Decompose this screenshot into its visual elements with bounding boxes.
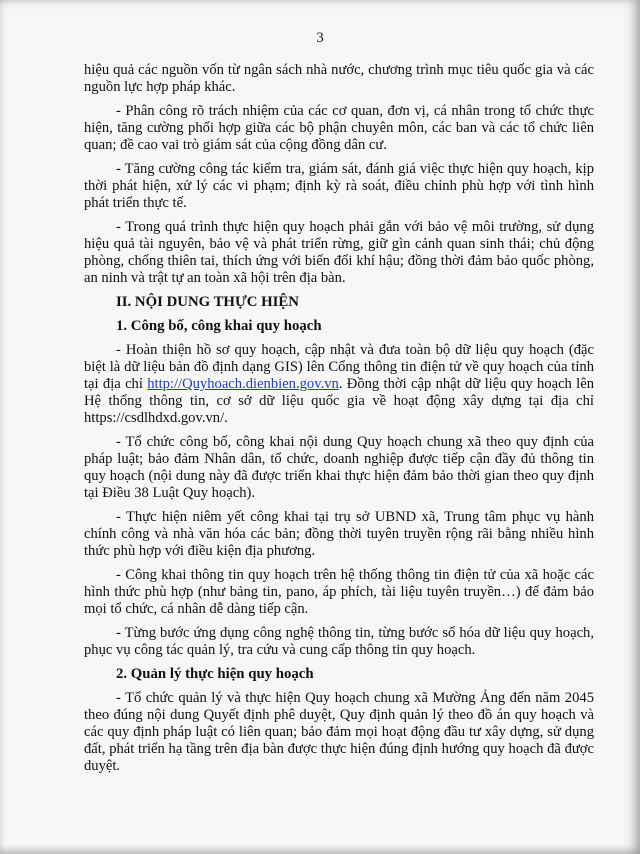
section-heading: II. NỘI DUNG THỰC HIỆN — [116, 294, 299, 310]
paragraph-text-before-link: - Hoàn thiện hồ sơ quy hoạch, cập nhật và đưa toàn bộ dữ liệu quy hoạch (đặc biệt là dữ liệu bản đồ định dạng GIS) lên Cổng thông tin điện tử về quy hoạch của tỉnh tại địa chỉ — [84, 342, 594, 392]
paragraph: - Tăng cường công tác kiểm tra, giám sát, đánh giá việc thực hiện quy hoạch, kịp thời phát hiện, xử lý các vi phạm; định kỳ rà soát, điều chỉnh phù hợp với tình hình phát triển thực tế. — [84, 161, 594, 211]
subsection-heading: 1. Công bố, công khai quy hoạch — [116, 318, 322, 334]
paragraph: - Thực hiện niêm yết công khai tại trụ sở UBND xã, Trung tâm phục vụ hành chính công và nhà văn hóa các bản; đồng thời tuyên truyền rộng rãi bằng nhiều hình thức phù hợp với điều kiện địa phương. — [84, 509, 594, 559]
paragraph: - Trong quá trình thực hiện quy hoạch phải gắn với bảo vệ môi trường, sử dụng hiệu quả tài nguyên, bảo vệ và phát triển rừng, giữ gìn cảnh quan sinh thái; chủ động phòng, chống thiên tai, thích ứng với biến đổi khí hậu; đồng thời đảm bảo quốc phòng, an ninh và trật tự an toàn xã hội trên địa bàn. — [84, 219, 594, 286]
paragraph-with-link — [84, 342, 594, 427]
page-number: 3 — [316, 30, 324, 46]
document-body — [84, 62, 594, 782]
paragraph-text-after-link: . Đồng thời cập nhật dữ liệu quy hoạch lên Hệ thống thông tin, cơ sở dữ liệu quốc gia về hoạt động xây dựng tại địa chỉ https://csdlhdxd.gov.vn/. — [84, 376, 594, 426]
paragraph: - Phân công rõ trách nhiệm của các cơ quan, đơn vị, cá nhân trong tổ chức thực hiện, tăng cường phối hợp giữa các bộ phận chuyên môn, các ban và các tổ chức liên quan; đề cao vai trò giám sát của cộng đồng dân cư. — [84, 103, 594, 153]
paragraph: hiệu quả các nguồn vốn từ ngân sách nhà nước, chương trình mục tiêu quốc gia và các nguồn lực hợp pháp khác. — [84, 62, 594, 95]
paragraph: - Công khai thông tin quy hoạch trên hệ thống thông tin điện tử của xã hoặc các hình thức phù hợp (như bảng tin, pano, áp phích, tài liệu tuyên truyền…) để đảm bảo mọi tổ chức, cá nhân dễ dàng tiếp cận. — [84, 567, 594, 617]
subsection-heading: 2. Quản lý thực hiện quy hoạch — [116, 666, 314, 682]
paragraph: - Từng bước ứng dụng công nghệ thông tin, từng bước số hóa dữ liệu quy hoạch, phục vụ công tác quản lý, tra cứu và cung cấp thông tin quy hoạch. — [84, 625, 594, 658]
paragraph: - Tổ chức công bố, công khai nội dung Quy hoạch chung xã theo quy định của pháp luật; bảo đảm Nhân dân, tổ chức, doanh nghiệp được tiếp cận đầy đủ thông tin quy hoạch (nội dung này đã được triển khai thực hiện đảm bảo thời gian theo quy định tại Điều 38 Luật Quy hoạch). — [84, 434, 594, 501]
paragraph: - Tổ chức quản lý và thực hiện Quy hoạch chung xã Mường Ảng đến năm 2045 theo đúng nội dung Quyết định phê duyệt, Quy định quản lý theo đồ án quy hoạch và các quy định pháp luật có liên quan; bảo đảm mọi hoạt động đầu tư xây dựng, sử dụng đất, phát triển hạ tầng trên địa bàn được thực hiện đúng định hướng quy hoạch đã được duyệt. — [84, 690, 594, 774]
portal-link[interactable]: http://Quyhoach.dienbien.gov.vn — [147, 376, 339, 392]
